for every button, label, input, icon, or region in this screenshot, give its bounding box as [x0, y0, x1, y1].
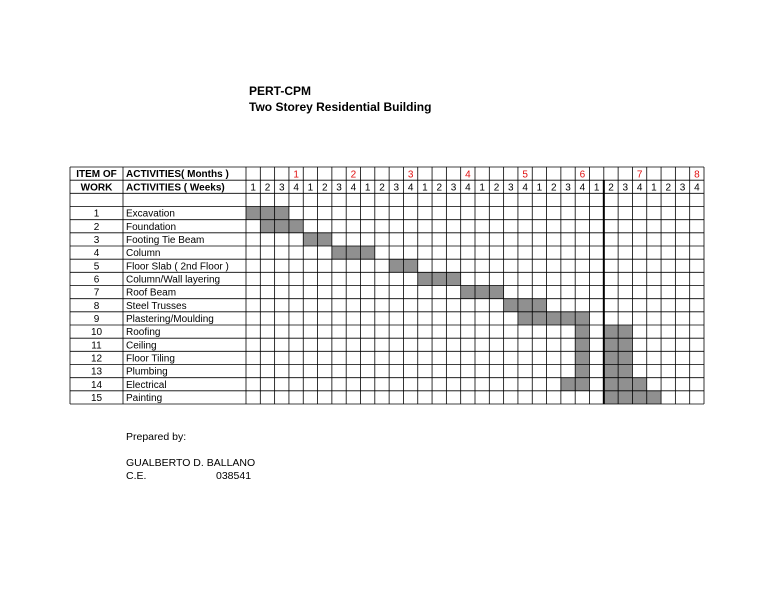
activity-bar-cell	[575, 312, 589, 325]
activity-bar-cell	[346, 246, 360, 259]
week-number-label: 3	[279, 182, 285, 194]
item-number-cell: 13	[90, 366, 103, 378]
activity-bar-cell	[260, 220, 274, 233]
week-number-label: 1	[593, 182, 600, 194]
activity-name-cell: Painting	[126, 393, 163, 405]
activity-bar-cell	[532, 312, 546, 325]
activity-bar-cell	[518, 299, 532, 312]
week-number-label: 4	[465, 182, 471, 194]
activity-bar-cell	[318, 233, 332, 246]
activity-bar-cell	[618, 378, 632, 391]
week-number-label: 1	[250, 182, 256, 194]
activity-bar-cell	[604, 391, 618, 404]
activity-name-cell: Roof Beam	[126, 287, 177, 299]
activity-bar-cell	[361, 246, 375, 259]
activity-bar-cell	[504, 299, 518, 312]
week-number-label: 3	[450, 182, 457, 194]
item-number-cell: 6	[93, 274, 100, 286]
activity-bar-cell	[575, 338, 589, 351]
week-number-label: 2	[321, 182, 328, 194]
activity-bar-cell	[561, 312, 575, 325]
activity-bar-cell	[289, 220, 303, 233]
prepared-by-label: Prepared by:	[126, 431, 187, 443]
item-number-cell: 5	[93, 261, 100, 273]
activity-bar-cell	[432, 272, 446, 285]
item-number-cell: 1	[93, 208, 100, 220]
item-number-cell: 8	[93, 300, 100, 312]
month-number-label: 5	[522, 169, 528, 181]
engineer-name: GUALBERTO D. BALLANO	[126, 457, 256, 469]
activity-bar-cell	[632, 378, 646, 391]
activity-bar-cell	[547, 312, 561, 325]
week-number-label: 3	[336, 182, 342, 194]
week-number-label: 3	[393, 182, 400, 194]
activity-bar-cell	[332, 246, 346, 259]
activity-bar-cell	[561, 378, 575, 391]
activity-name-cell: Excavation	[126, 208, 175, 220]
week-number-label: 4	[579, 182, 586, 194]
week-number-label: 4	[522, 182, 528, 194]
activity-bar-cell	[575, 378, 589, 391]
week-number-label: 1	[651, 182, 657, 194]
activity-name-cell: Column/Wall layering	[126, 274, 221, 286]
activity-name-cell: Ceiling	[126, 340, 157, 352]
week-number-label: 2	[665, 182, 671, 194]
week-number-label: 1	[364, 182, 371, 194]
activity-bar-cell	[260, 207, 274, 220]
activity-bar-cell	[518, 312, 532, 325]
week-number-label: 1	[536, 182, 543, 194]
activity-bar-cell	[604, 378, 618, 391]
engineer-title: C.E.	[126, 470, 147, 482]
document-title: PERT-CPM	[249, 84, 312, 98]
activity-name-cell: Electrical	[126, 379, 167, 391]
week-number-label: 1	[479, 182, 485, 194]
item-number-cell: 3	[93, 235, 100, 247]
activity-bar-cell	[575, 351, 589, 364]
month-number-label: 7	[636, 169, 643, 181]
activity-bar-cell	[475, 286, 489, 299]
week-number-label: 2	[264, 182, 271, 194]
item-number-cell: 15	[90, 393, 103, 405]
activity-bar-cell	[618, 365, 632, 378]
activity-name-cell: Foundation	[126, 221, 177, 233]
activity-bar-cell	[246, 207, 260, 220]
activity-name-cell: Plastering/Moulding	[126, 314, 214, 326]
week-number-label: 2	[436, 182, 442, 194]
month-number-label: 4	[465, 169, 471, 181]
week-number-label: 4	[293, 182, 299, 194]
activity-bar-cell	[532, 299, 546, 312]
week-number-label: 4	[407, 182, 414, 194]
activity-name-cell: Floor Tiling	[126, 353, 175, 365]
activity-bar-cell	[604, 351, 618, 364]
week-number-label: 3	[508, 182, 514, 194]
activity-bar-cell	[618, 351, 632, 364]
activity-bar-cell	[389, 259, 403, 272]
item-number-cell: 2	[93, 221, 100, 233]
activity-bar-cell	[489, 286, 503, 299]
activity-bar-cell	[604, 325, 618, 338]
activity-bar-cell	[303, 233, 317, 246]
month-number-label: 1	[293, 169, 299, 181]
item-number-cell: 7	[93, 287, 100, 299]
activity-name-cell: Column	[126, 248, 161, 260]
activity-name-cell: Steel Trusses	[126, 300, 187, 312]
activity-bar-cell	[618, 338, 632, 351]
item-number-cell: 12	[90, 353, 103, 365]
item-number-cell: 9	[93, 314, 100, 326]
activity-name-cell: Plumbing	[126, 366, 168, 378]
activity-name-cell: Floor Slab ( 2nd Floor )	[126, 261, 229, 273]
week-number-label: 2	[608, 182, 614, 194]
week-number-label: 4	[350, 182, 357, 194]
activity-name-cell: Footing Tie Beam	[126, 235, 205, 247]
activity-bar-cell	[575, 365, 589, 378]
activity-bar-cell	[403, 259, 417, 272]
item-number-cell: 4	[93, 248, 100, 260]
week-number-label: 2	[550, 182, 557, 194]
activities-weeks-header: ACTIVITIES ( Weeks)	[126, 182, 225, 194]
item-number-cell: 10	[90, 327, 103, 339]
activity-bar-cell	[418, 272, 432, 285]
week-number-label: 4	[636, 182, 643, 194]
activities-months-header: ACTIVITIES( Months )	[126, 169, 229, 181]
activity-bar-cell	[275, 220, 289, 233]
week-number-label: 3	[679, 182, 686, 194]
activity-bar-cell	[632, 391, 646, 404]
week-number-label: 2	[493, 182, 500, 194]
week-number-label: 1	[422, 182, 428, 194]
week-number-label: 2	[379, 182, 385, 194]
month-number-label: 8	[694, 169, 700, 181]
activity-bar-cell	[446, 272, 460, 285]
activity-bar-cell	[604, 338, 618, 351]
activity-bar-cell	[461, 286, 475, 299]
week-number-label: 3	[622, 182, 629, 194]
month-number-label: 6	[579, 169, 586, 181]
activity-bar-cell	[275, 207, 289, 220]
activity-bar-cell	[575, 325, 589, 338]
activity-bar-cell	[618, 325, 632, 338]
week-number-label: 4	[694, 182, 700, 194]
week-number-label: 1	[307, 182, 314, 194]
month-number-label: 3	[407, 169, 414, 181]
activity-bar-cell	[604, 365, 618, 378]
activity-name-cell: Roofing	[126, 327, 161, 339]
item-of-work-header: ITEM OF	[76, 169, 117, 181]
month-number-label: 2	[350, 169, 357, 181]
item-number-cell: 14	[90, 379, 103, 391]
document-subtitle: Two Storey Residential Building	[249, 100, 432, 114]
activity-bar-cell	[647, 391, 661, 404]
week-number-label: 3	[565, 182, 571, 194]
activity-bar-cell	[618, 391, 632, 404]
item-number-cell: 11	[91, 340, 102, 352]
engineer-license-number: 038541	[216, 470, 252, 482]
item-of-work-header: WORK	[80, 182, 113, 194]
